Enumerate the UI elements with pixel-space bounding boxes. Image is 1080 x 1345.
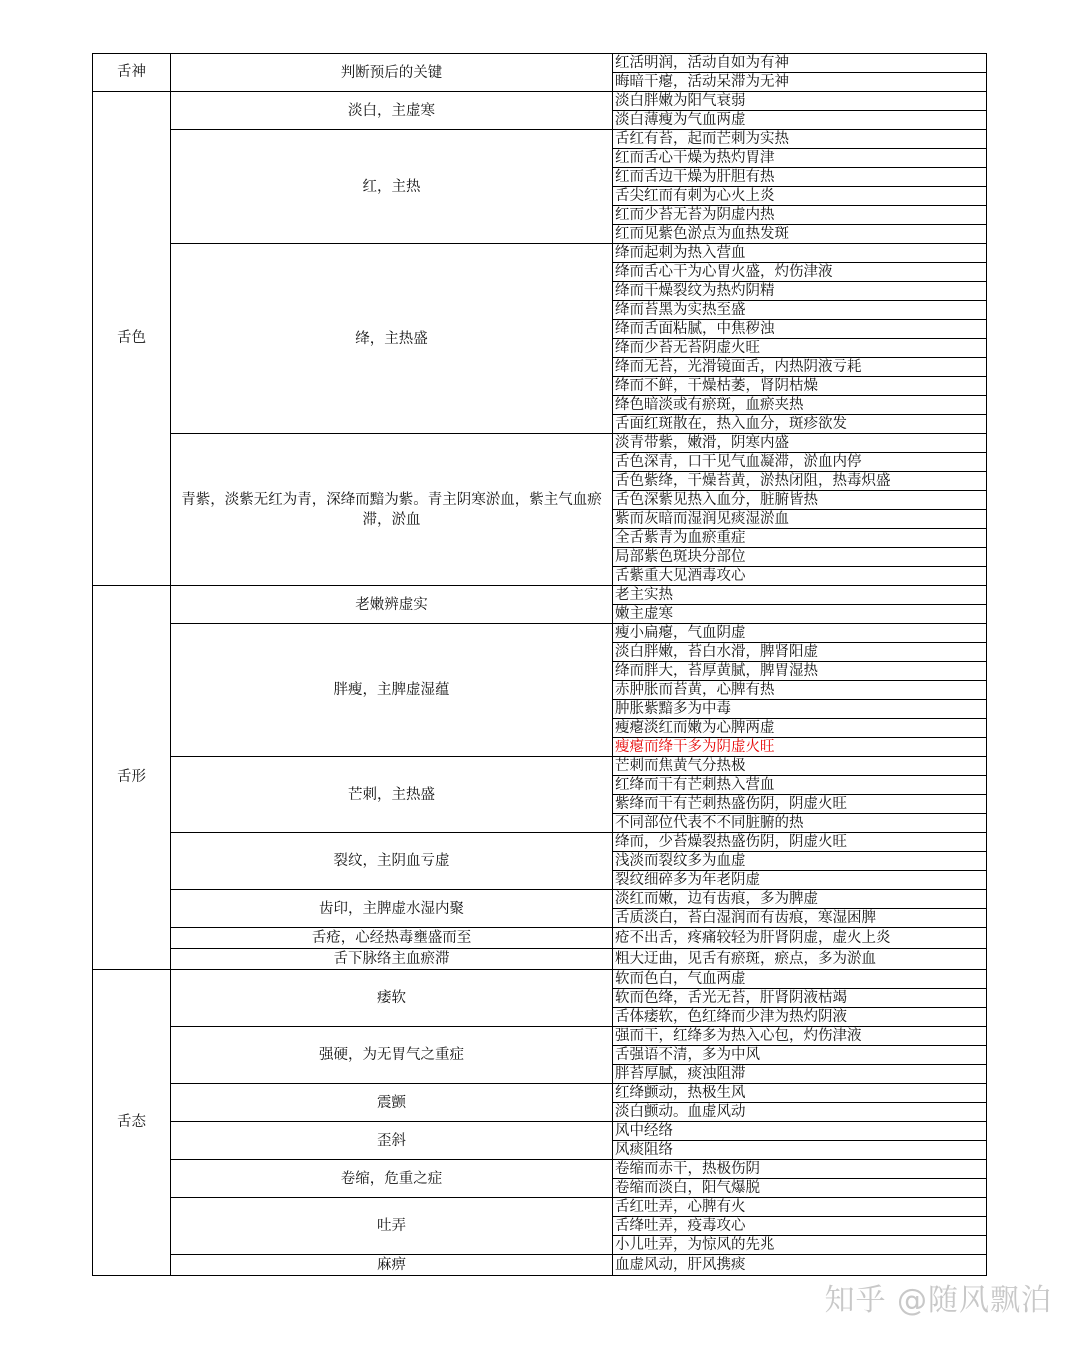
table-row [93, 1122, 987, 1141]
detail-cell: 浅淡而裂纹多为血虚 [613, 852, 987, 871]
table-row [93, 1084, 987, 1103]
detail-cell: 疮不出舌，疼痛较轻为肝肾阴虚，虚火上炎 [613, 928, 987, 949]
detail-cell: 瘦瘪淡红而嫩为心脾两虚 [613, 719, 987, 738]
group-label: 齿印，主脾虚水湿内聚 [171, 890, 613, 928]
tongue-diagnosis-table [92, 53, 987, 1276]
detail-cell: 红绛而干有芒刺热入营血 [613, 776, 987, 795]
group-label: 红，主热 [171, 130, 613, 244]
detail-cell: 瘦瘪而绛干多为阴虚火旺 [613, 738, 987, 757]
section-label: 舌神 [93, 54, 171, 92]
table-row [93, 949, 987, 970]
group-label: 青紫，淡紫无红为青，深绛而黯为紫。青主阴寒淤血，紫主气血瘀滞，淤血 [171, 434, 613, 586]
detail-cell: 绛而少苔无苔阴虚火旺 [613, 339, 987, 358]
detail-cell: 淡青带紫，嫩滑，阴寒内盛 [613, 434, 987, 453]
detail-cell: 舌色深紫见热入血分，脏腑皆热 [613, 491, 987, 510]
detail-cell: 赤肿胀而苔黄，心脾有热 [613, 681, 987, 700]
detail-cell: 舌绛吐弄，疫毒攻心 [613, 1217, 987, 1236]
table-row [93, 1160, 987, 1179]
detail-cell: 绛色暗淡或有瘀斑，血瘀夹热 [613, 396, 987, 415]
table-row [93, 586, 987, 605]
detail-cell: 舌体痿软，色红绛而少津为热灼阴液 [613, 1008, 987, 1027]
table-row [93, 434, 987, 453]
group-label: 芒刺，主热盛 [171, 757, 613, 833]
table-row [93, 54, 987, 73]
detail-cell: 舌红吐弄，心脾有火 [613, 1198, 987, 1217]
detail-cell: 风痰阻络 [613, 1141, 987, 1160]
detail-cell: 舌红有苔，起而芒刺为实热 [613, 130, 987, 149]
detail-cell: 红而见紫色淤点为血热发斑 [613, 225, 987, 244]
detail-cell: 软而色绛，舌光无苔，肝肾阴液枯竭 [613, 989, 987, 1008]
detail-cell: 绛而苔黑为实热至盛 [613, 301, 987, 320]
detail-cell: 绛而，少苔燥裂热盛伤阴，阴虚火旺 [613, 833, 987, 852]
table-row [93, 92, 987, 111]
detail-cell: 卷缩而赤干，热极伤阴 [613, 1160, 987, 1179]
detail-cell: 全舌紫青为血瘀重症 [613, 529, 987, 548]
detail-cell: 老主实热 [613, 586, 987, 605]
group-label: 麻痹 [171, 1255, 613, 1276]
table-row [93, 244, 987, 263]
detail-cell: 红绛颤动，热极生风 [613, 1084, 987, 1103]
detail-cell: 裂纹细碎多为年老阴虚 [613, 871, 987, 890]
group-label: 卷缩，危重之症 [171, 1160, 613, 1198]
section-label: 舌形 [93, 586, 171, 970]
group-label: 强硬，为无胃气之重症 [171, 1027, 613, 1084]
detail-cell: 舌紫重大见酒毒攻心 [613, 567, 987, 586]
detail-cell: 绛而舌心干为心胃火盛，灼伤津液 [613, 263, 987, 282]
detail-cell: 绛而舌面粘腻，中焦秽浊 [613, 320, 987, 339]
group-label: 痿软 [171, 970, 613, 1027]
section-label: 舌色 [93, 92, 171, 586]
detail-cell: 绛而起刺为热入营血 [613, 244, 987, 263]
detail-cell: 软而色白，气血两虚 [613, 970, 987, 989]
table-row [93, 833, 987, 852]
table-row [93, 1027, 987, 1046]
group-label: 胖瘦，主脾虚湿蕴 [171, 624, 613, 757]
detail-cell: 晦暗干瘪，活动呆滞为无神 [613, 73, 987, 92]
detail-cell: 肿胀紫黯多为中毒 [613, 700, 987, 719]
group-label: 舌疮，心经热毒壅盛而至 [171, 928, 613, 949]
detail-cell: 风中经络 [613, 1122, 987, 1141]
detail-cell: 舌尖红而有刺为心火上炎 [613, 187, 987, 206]
table-row [93, 130, 987, 149]
detail-cell: 红而舌心干燥为热灼胃津 [613, 149, 987, 168]
detail-cell: 舌色紫绛，干燥苔黄，淤热闭阻，热毒炽盛 [613, 472, 987, 491]
table-row [93, 1198, 987, 1217]
detail-cell: 瘦小扁瘪，气血阴虚 [613, 624, 987, 643]
detail-cell: 粗大迂曲，见舌有瘀斑，瘀点，多为淤血 [613, 949, 987, 970]
group-label: 舌下脉络主血瘀滞 [171, 949, 613, 970]
table-row [93, 757, 987, 776]
detail-cell: 强而干，红绛多为热入心包，灼伤津液 [613, 1027, 987, 1046]
table-row [93, 890, 987, 909]
detail-cell: 小儿吐弄，为惊风的先兆 [613, 1236, 987, 1255]
group-label: 裂纹，主阴血亏虚 [171, 833, 613, 890]
group-label: 判断预后的关键 [171, 54, 613, 92]
detail-cell: 舌质淡白，苔白湿润而有齿痕，寒湿困脾 [613, 909, 987, 928]
detail-cell: 胖苔厚腻，痰浊阻滞 [613, 1065, 987, 1084]
detail-cell: 舌面红斑散在，热入血分，斑疹欲发 [613, 415, 987, 434]
detail-cell: 淡白胖嫩为阳气衰弱 [613, 92, 987, 111]
section-label: 舌态 [93, 970, 171, 1276]
detail-cell: 红活明润，活动自如为有神 [613, 54, 987, 73]
table-row [93, 624, 987, 643]
table-row [93, 928, 987, 949]
detail-cell: 绛而干燥裂纹为热灼阴精 [613, 282, 987, 301]
group-label: 震颤 [171, 1084, 613, 1122]
detail-cell: 局部紫色斑块分部位 [613, 548, 987, 567]
group-label: 歪斜 [171, 1122, 613, 1160]
detail-cell: 不同部位代表不不同脏腑的热 [613, 814, 987, 833]
detail-cell: 淡白胖嫩，苔白水滑，脾肾阳虚 [613, 643, 987, 662]
detail-cell: 舌色深青，口干见气血凝滞，淤血内停 [613, 453, 987, 472]
detail-cell: 舌强语不清，多为中风 [613, 1046, 987, 1065]
detail-cell: 芒刺而焦黄气分热极 [613, 757, 987, 776]
table-row [93, 1255, 987, 1276]
group-label: 老嫩辨虚实 [171, 586, 613, 624]
detail-cell: 绛而无苔，光滑镜面舌，内热阴液亏耗 [613, 358, 987, 377]
detail-cell: 红而舌边干燥为肝胆有热 [613, 168, 987, 187]
detail-cell: 紫而灰暗而湿润见痰湿淤血 [613, 510, 987, 529]
detail-cell: 淡红而嫩，边有齿痕，多为脾虚 [613, 890, 987, 909]
detail-cell: 紫绛而干有芒刺热盛伤阴，阴虚火旺 [613, 795, 987, 814]
table-row [93, 970, 987, 989]
group-label: 绛，主热盛 [171, 244, 613, 434]
group-label: 吐弄 [171, 1198, 613, 1255]
detail-cell: 绛而不鲜，干燥枯萎，肾阴枯燥 [613, 377, 987, 396]
watermark: 知乎 @随风飘泊 [824, 1283, 1052, 1318]
detail-cell: 淡白颤动。血虚风动 [613, 1103, 987, 1122]
detail-cell: 卷缩而淡白，阳气爆脱 [613, 1179, 987, 1198]
detail-cell: 血虚风动，肝风携痰 [613, 1255, 987, 1276]
detail-cell: 绛而胖大，苔厚黄腻，脾胃湿热 [613, 662, 987, 681]
detail-cell: 红而少苔无苔为阴虚内热 [613, 206, 987, 225]
detail-cell: 嫩主虚寒 [613, 605, 987, 624]
group-label: 淡白，主虚寒 [171, 92, 613, 130]
detail-cell: 淡白薄瘦为气血两虚 [613, 111, 987, 130]
